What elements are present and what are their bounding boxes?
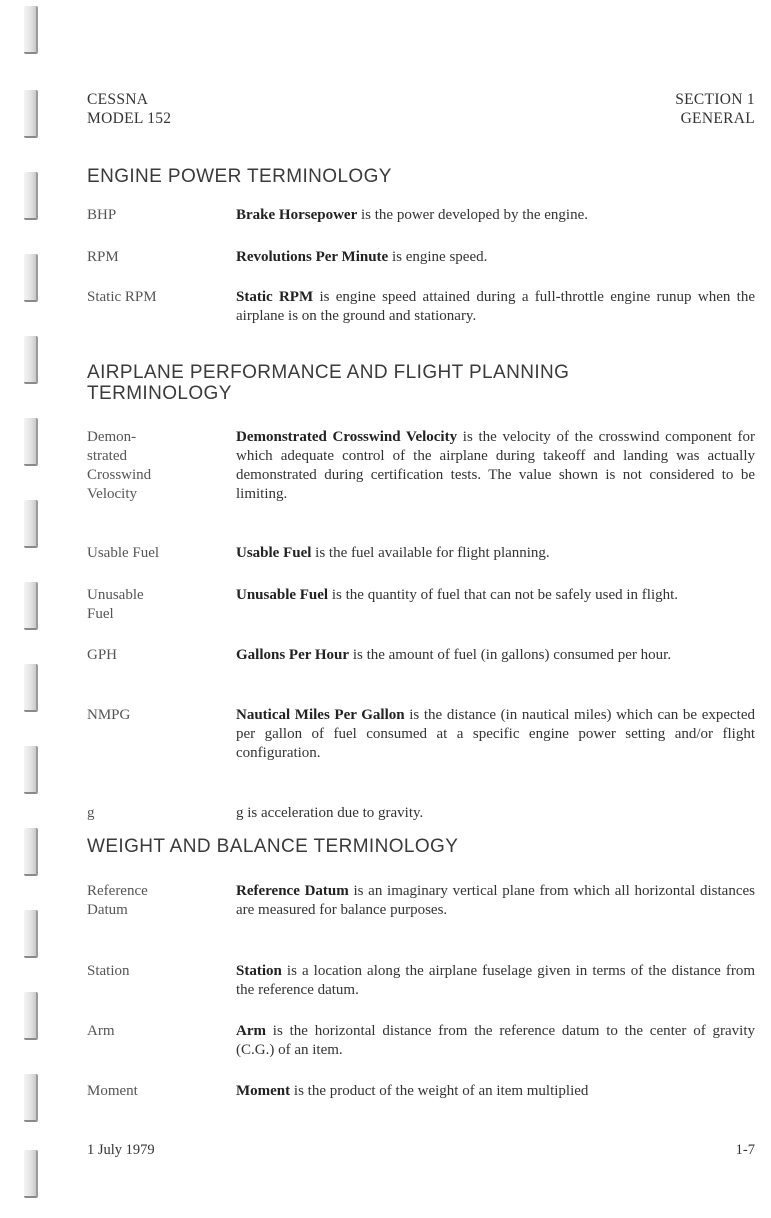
binder-hole (24, 254, 38, 302)
binder-hole (24, 418, 38, 466)
binder-hole (24, 746, 38, 794)
binder-hole (24, 582, 38, 630)
definition-rpm (236, 248, 755, 267)
section-title-weight-balance: WEIGHT AND BALANCE TERMINOLOGY (87, 836, 459, 857)
manual-page (87, 0, 755, 1218)
definition-usable-fuel (236, 544, 755, 563)
definition-text: is the amount of fuel (in gallons) consumed per hour. (349, 647, 672, 663)
definition-gph (236, 646, 755, 665)
term-nmpg: NMPG (87, 707, 131, 723)
binder-hole (24, 1074, 38, 1122)
header-section-name: GENERAL (680, 110, 755, 127)
definition-moment (236, 1082, 755, 1101)
definition-text: is the distance (in nautical miles) which can be expected per gallon of fuel consumed at a specific engine power setting and/or flight configuration. (236, 707, 755, 761)
definition-text: is engine speed attained during a full-throttle engine runup when the airplane is on the ground and stationary. (236, 289, 755, 324)
binder-hole (24, 910, 38, 958)
definition-reference-datum (236, 882, 755, 920)
footer-date: 1 July 1979 (87, 1142, 155, 1158)
term-station: Station (87, 963, 130, 979)
term-moment: Moment (87, 1083, 138, 1099)
definition-unusable-fuel (236, 586, 755, 605)
definition-static-rpm (236, 288, 755, 326)
binder-hole (24, 664, 38, 712)
binder-hole (24, 90, 38, 138)
definition-nmpg (236, 706, 755, 763)
definition-text: is the velocity of the crosswind component for which adequate control of the airplane during takeoff and landing was actually demonstrated during certification tests. The value shown is not considered to be limiting. (236, 429, 755, 502)
definition-keyword: Static RPM (236, 289, 314, 305)
definition-keyword: Brake Horsepower (236, 207, 358, 223)
definition-text: g is acceleration due to gravity. (236, 805, 424, 821)
binder-hole (24, 172, 38, 220)
definition-keyword: Gallons Per Hour (236, 647, 350, 663)
definition-text: is a location along the airplane fuselage given in terms of the distance from the reference datum. (236, 963, 755, 998)
definition-text: is the product of the weight of an item multiplied (290, 1083, 589, 1099)
definition-demonstrated-crosswind (236, 428, 755, 504)
definition-station (236, 962, 755, 1000)
term-bhp: BHP (87, 207, 117, 223)
definition-keyword: Station (236, 963, 282, 979)
definition-keyword: Arm (236, 1023, 266, 1039)
definition-keyword: Usable Fuel (236, 545, 312, 561)
definition-keyword: Demonstrated Crosswind Velocity (236, 429, 458, 445)
definition-g (236, 804, 755, 823)
definition-keyword: Nautical Miles Per Gallon (236, 707, 405, 723)
header-section: SECTION 1 (675, 91, 755, 108)
page-header-right (675, 90, 755, 128)
term-static-rpm: Static RPM (87, 289, 157, 305)
section-title-engine-power: ENGINE POWER TERMINOLOGY (87, 166, 392, 187)
term-g: g (87, 805, 95, 821)
binder-hole (24, 336, 38, 384)
term-demonstrated-crosswind: Demon-strated Crosswind Velocity (87, 429, 152, 502)
definition-text: is engine speed. (388, 249, 488, 265)
binder-hole (24, 1150, 38, 1198)
header-model: MODEL 152 (87, 110, 172, 127)
binder-hole (24, 992, 38, 1040)
definition-text: is the power developed by the engine. (357, 207, 588, 223)
term-usable-fuel: Usable Fuel (87, 545, 160, 561)
term-reference-datum: Reference Datum (87, 883, 148, 918)
definition-text: is an imaginary vertical plane from which all horizontal distances are measured for balance purposes. (236, 883, 755, 918)
binder-hole (24, 500, 38, 548)
header-manufacturer: CESSNA (87, 91, 149, 108)
footer-page-number: 1-7 (735, 1142, 755, 1158)
definition-text: is the quantity of fuel that can not be safely used in flight. (328, 587, 679, 603)
definition-keyword: Moment (236, 1083, 291, 1099)
term-gph: GPH (87, 647, 118, 663)
definition-text: is the horizontal distance from the reference datum to the center of gravity (C.G.) of an item. (236, 1023, 755, 1058)
binder-holes (24, 0, 46, 1218)
definition-arm (236, 1022, 755, 1060)
term-rpm: RPM (87, 249, 119, 265)
binder-hole (24, 6, 38, 54)
page-header-left (87, 90, 171, 128)
definition-text: is the fuel available for flight planning. (311, 545, 550, 561)
binder-hole (24, 828, 38, 876)
definition-keyword: Unusable Fuel (236, 587, 329, 603)
definition-bhp (236, 206, 755, 225)
term-arm: Arm (87, 1023, 115, 1039)
term-unusable-fuel: Unusable Fuel (87, 587, 144, 622)
section-title-performance: AIRPLANE PERFORMANCE AND FLIGHT PLANNING TERMINOLOGY (87, 362, 570, 404)
definition-keyword: Revolutions Per Minute (236, 249, 389, 265)
definition-keyword: Reference Datum (236, 883, 349, 899)
